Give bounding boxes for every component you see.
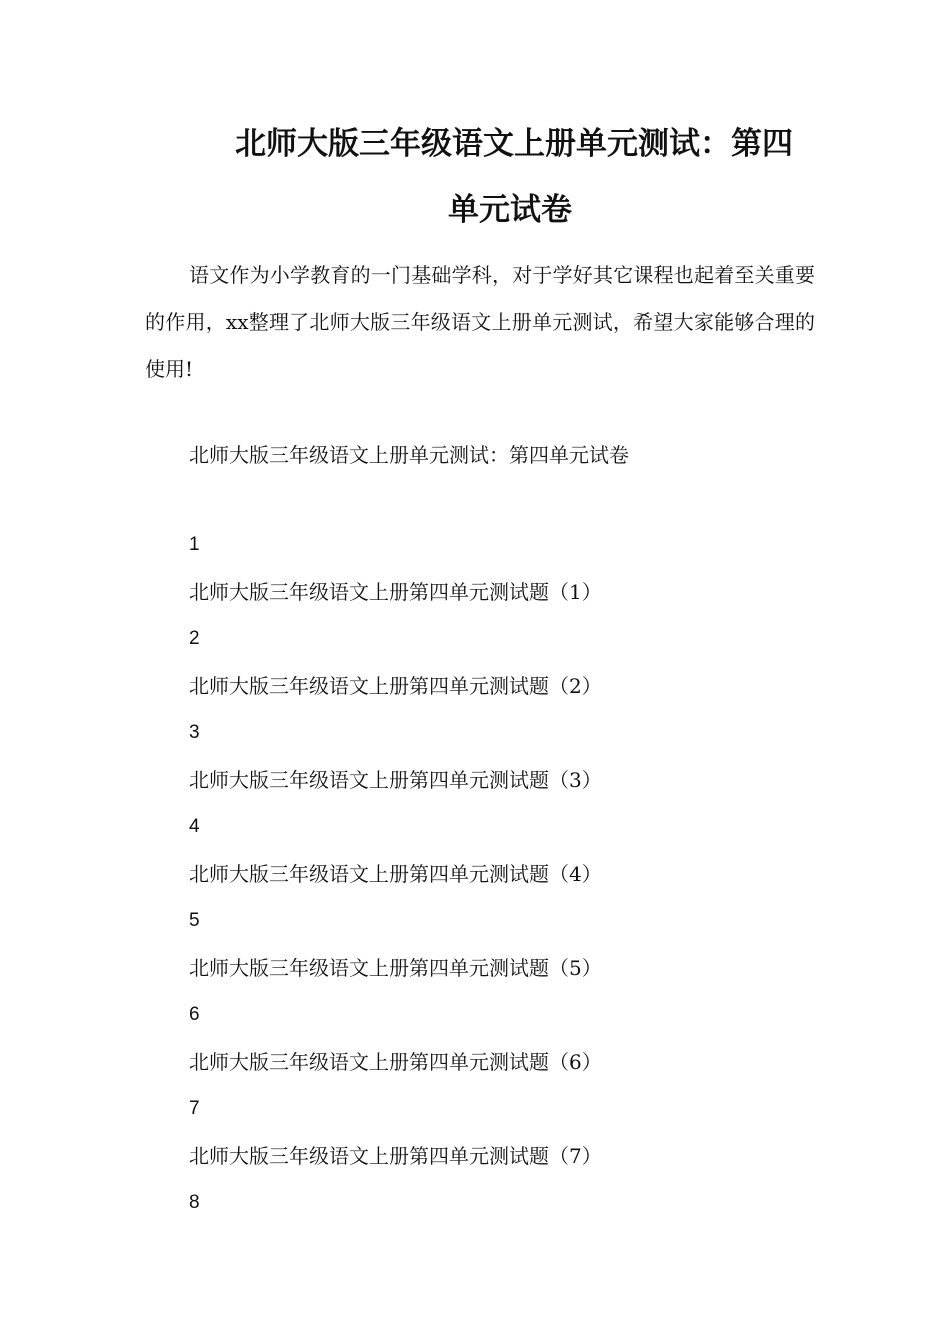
list-item-link[interactable]: 北师大版三年级语文上册第四单元测试题（5）: [189, 956, 602, 980]
list-item-number: 2: [189, 628, 200, 649]
list-item-link[interactable]: 北师大版三年级语文上册第四单元测试题（6）: [189, 1050, 602, 1074]
intro-paragraph: 语文作为小学教育的一门基础学科，对于学好其它课程也起着至关重要的作用，xx整理了北师大版三年级语文上册单元测试，希望大家能够合理的使用!: [145, 263, 815, 381]
list-item-link[interactable]: 北师大版三年级语文上册第四单元测试题（1）: [189, 580, 602, 604]
list-item: [189, 527, 602, 621]
list-item: [189, 997, 602, 1091]
list-item: [189, 621, 602, 715]
document-title-line-2: 单元试卷: [448, 192, 572, 228]
list-item-link[interactable]: 北师大版三年级语文上册第四单元测试题（4）: [189, 862, 602, 886]
list-item-number: 6: [189, 1004, 200, 1025]
section-subtitle: 北师大版三年级语文上册单元测试：第四单元试卷: [189, 443, 629, 467]
list-item: [189, 809, 602, 903]
list-item-number: 1: [189, 534, 200, 555]
list-item-number: 3: [189, 722, 200, 743]
list-item-link[interactable]: 北师大版三年级语文上册第四单元测试题（2）: [189, 674, 602, 698]
list-item-link[interactable]: 北师大版三年级语文上册第四单元测试题（3）: [189, 768, 602, 792]
document-title-line-1: 北师大版三年级语文上册单元测试：第四: [235, 126, 793, 162]
list-item: [189, 715, 602, 809]
list-item: [189, 1091, 602, 1185]
list-item-number: 7: [189, 1098, 200, 1119]
list-item-number: 5: [189, 910, 200, 931]
list-item-number: 8: [189, 1192, 200, 1213]
test-list: [189, 527, 602, 1232]
list-item-link[interactable]: 北师大版三年级语文上册第四单元测试题（7）: [189, 1144, 602, 1168]
list-item: [189, 903, 602, 997]
list-item-number: 4: [189, 816, 200, 837]
list-item: [189, 1185, 602, 1232]
